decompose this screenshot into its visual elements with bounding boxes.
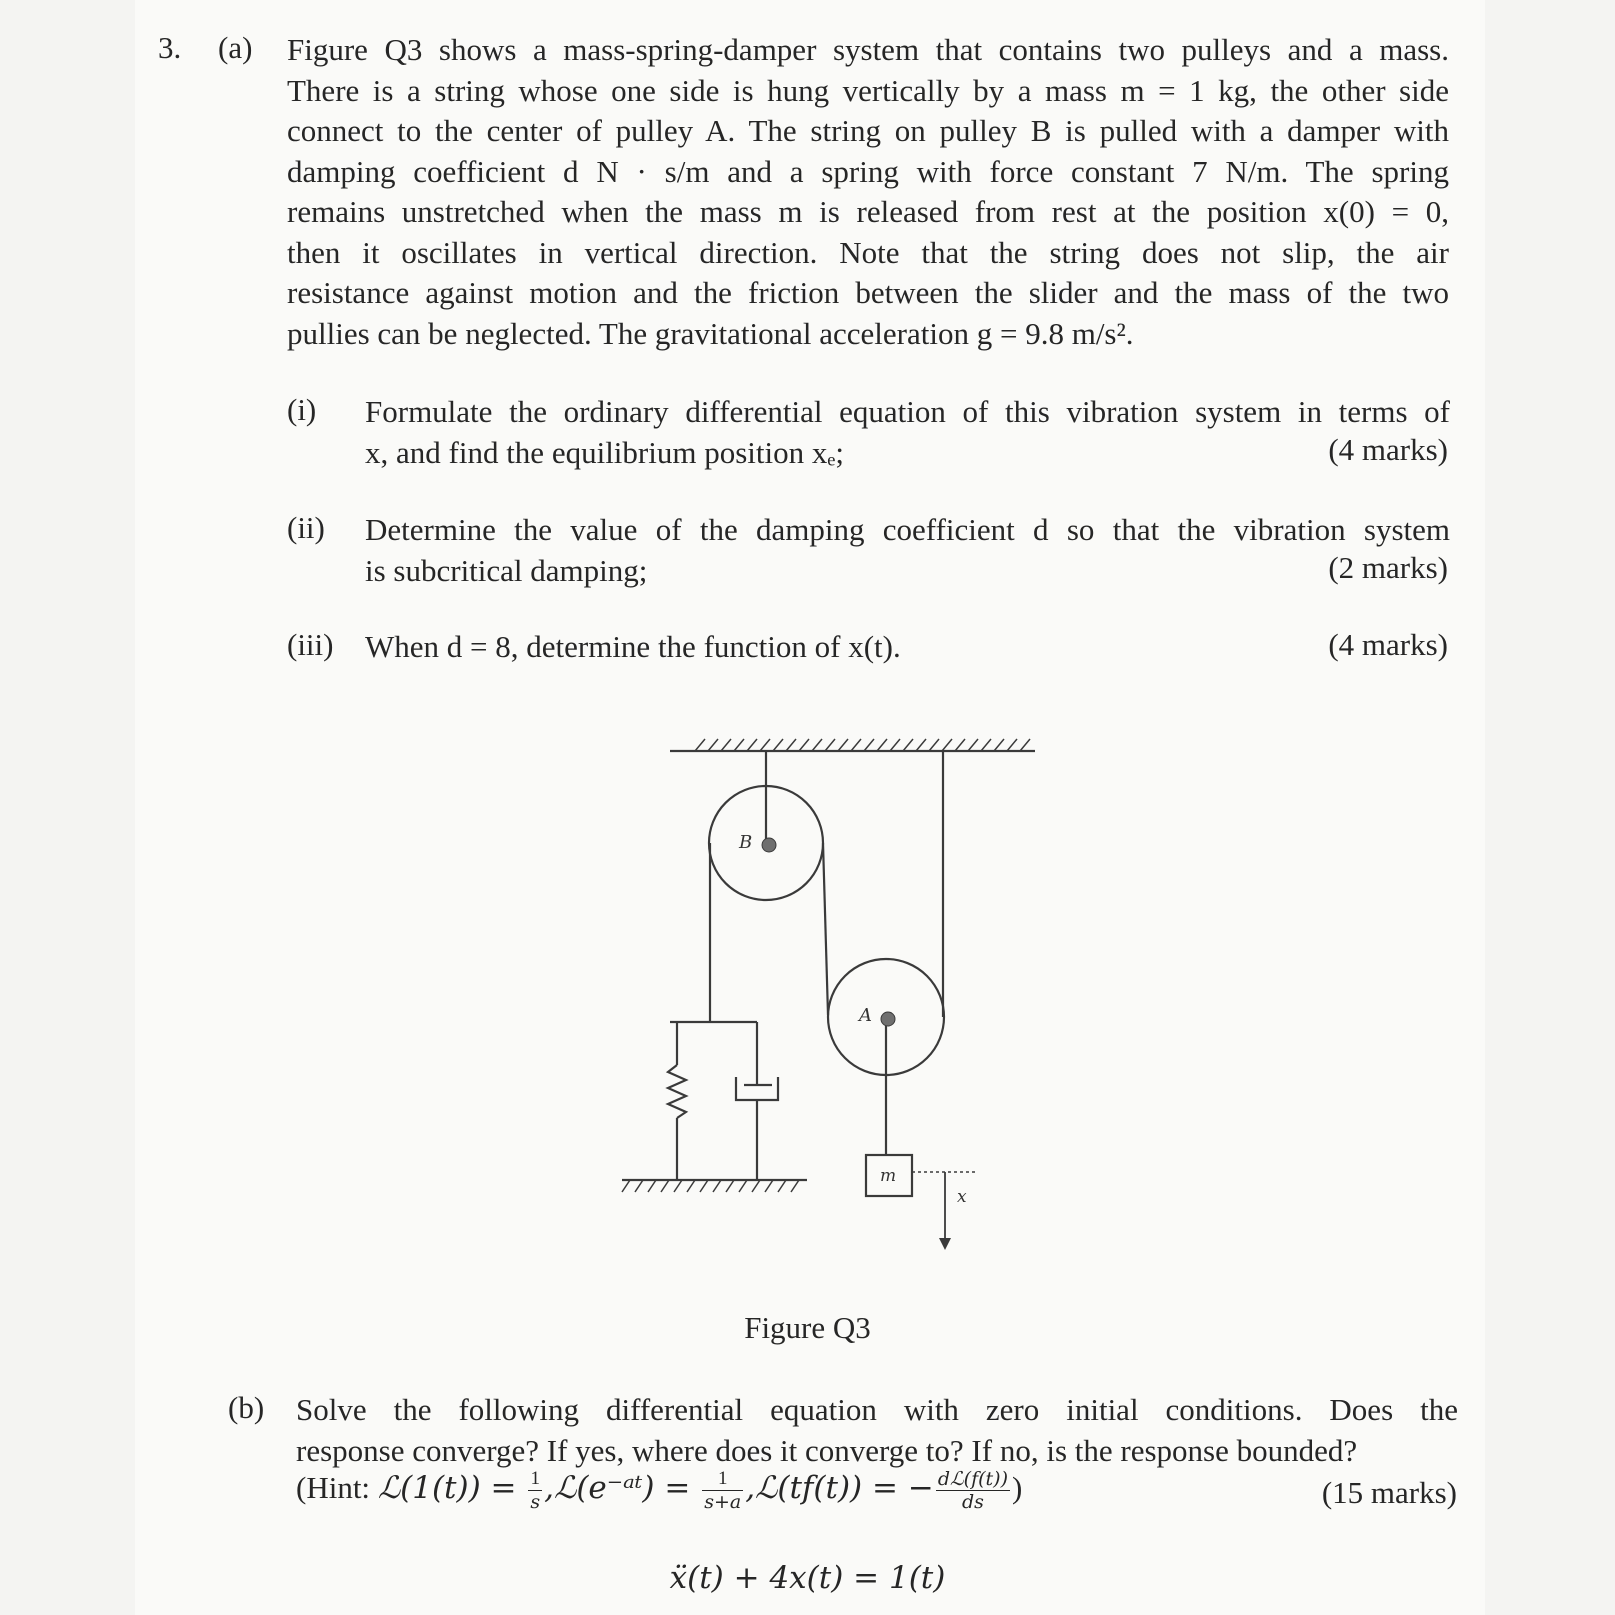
part-b-label: (b) [228, 1390, 265, 1425]
pulley-b-label: B [739, 832, 753, 853]
subpart-ii-marks: (2 marks) [1328, 550, 1448, 585]
pulley-a-label: A [859, 1005, 872, 1026]
subpart-i-marks: (4 marks) [1328, 432, 1448, 467]
part-a-line: resistance against motion and the friction between the slider and the mass of the two [287, 275, 1449, 310]
x-label: x [957, 1187, 967, 1207]
hint-l3: ,ℒ(tf(t)) = − [745, 1470, 934, 1506]
figure-caption: Figure Q3 [744, 1310, 871, 1345]
part-a-line: remains unstretched when the mass m is released from rest at the position x(0) = 0, [287, 194, 1449, 229]
hint-l1: ℒ(1(t)) = [377, 1470, 527, 1506]
hint-l2: ,ℒ(e⁻ᵃᵗ) = [544, 1470, 701, 1506]
hint-frac-2-num: 1 [702, 1468, 743, 1491]
hint-line [296, 1468, 1022, 1513]
subpart-ii-label: (ii) [287, 510, 325, 545]
hint-frac-1 [528, 1468, 542, 1513]
hint-frac-2 [702, 1468, 743, 1513]
part-b-paragraph [296, 1390, 1458, 1471]
part-a-line: There is a string whose one side is hung vertically by a mass m = 1 kg, the other side [287, 72, 1449, 108]
hint-frac-3-den: ds [961, 1491, 984, 1514]
hint-prefix: (Hint: [296, 1470, 378, 1505]
subpart-iii-marks: (4 marks) [1328, 627, 1448, 662]
hint-suffix: ) [1011, 1470, 1023, 1505]
part-a-line: pullies can be neglected. The gravitational acceleration g = 9.8 m/s². [287, 315, 1134, 351]
part-a-line: damping coefficient d N · s/m and a spring with force constant 7 N/m. The spring [287, 153, 1449, 189]
hint-frac-1-den: s [530, 1491, 541, 1514]
hint-frac-3 [936, 1468, 1010, 1513]
x-arrow-head [939, 1238, 951, 1250]
subpart-ii-line2: is subcritical damping; [365, 552, 648, 588]
subpart-ii-line1: Determine the value of the damping coefficient d so that the vibration system [365, 512, 1450, 547]
part-a-line: then it oscillates in vertical direction. Note that the string does not slip, the air [287, 234, 1449, 270]
differential-equation: ẍ(t) + 4x(t) = 1(t) [669, 1560, 946, 1596]
question-number: 3. [158, 30, 182, 65]
part-b-marks: (15 marks) [1321, 1475, 1457, 1510]
pulley-a-axle [881, 1012, 895, 1026]
subpart-i-label: (i) [287, 392, 317, 427]
part-b-line: response converge? If yes, where does it converge to? If no, is the response bounded? [296, 1432, 1358, 1468]
hint-frac-2-den: s+a [704, 1491, 742, 1514]
ceiling-hatch [695, 739, 1030, 751]
part-a-label: (a) [218, 30, 253, 65]
ground-hatch [622, 1180, 799, 1192]
spring-coil [668, 1065, 686, 1118]
part-b-line: Solve the following differential equation with zero initial conditions. Does the [296, 1392, 1458, 1427]
string-middle [823, 843, 828, 1015]
subpart-i-line2: x, and find the equilibrium position xₑ; [365, 434, 844, 470]
subpart-i-line1: Formulate the ordinary differential equation of this vibration system in terms of [365, 394, 1450, 429]
pulley-b-axle [762, 838, 776, 852]
subpart-iii-line1: When d = 8, determine the function of x(t). [365, 629, 901, 664]
subpart-iii-label: (iii) [287, 627, 334, 662]
mass-label: m [880, 1166, 897, 1186]
hint-frac-3-num: dℒ(f(t)) [937, 1468, 1008, 1491]
part-a-line: connect to the center of pulley A. The string on pulley B is pulled with a damper with [287, 113, 1449, 148]
part-a-line: Figure Q3 shows a mass-spring-damper system that contains two pulleys and a mass. [287, 32, 1449, 67]
hint-frac-1-num: 1 [528, 1468, 542, 1491]
